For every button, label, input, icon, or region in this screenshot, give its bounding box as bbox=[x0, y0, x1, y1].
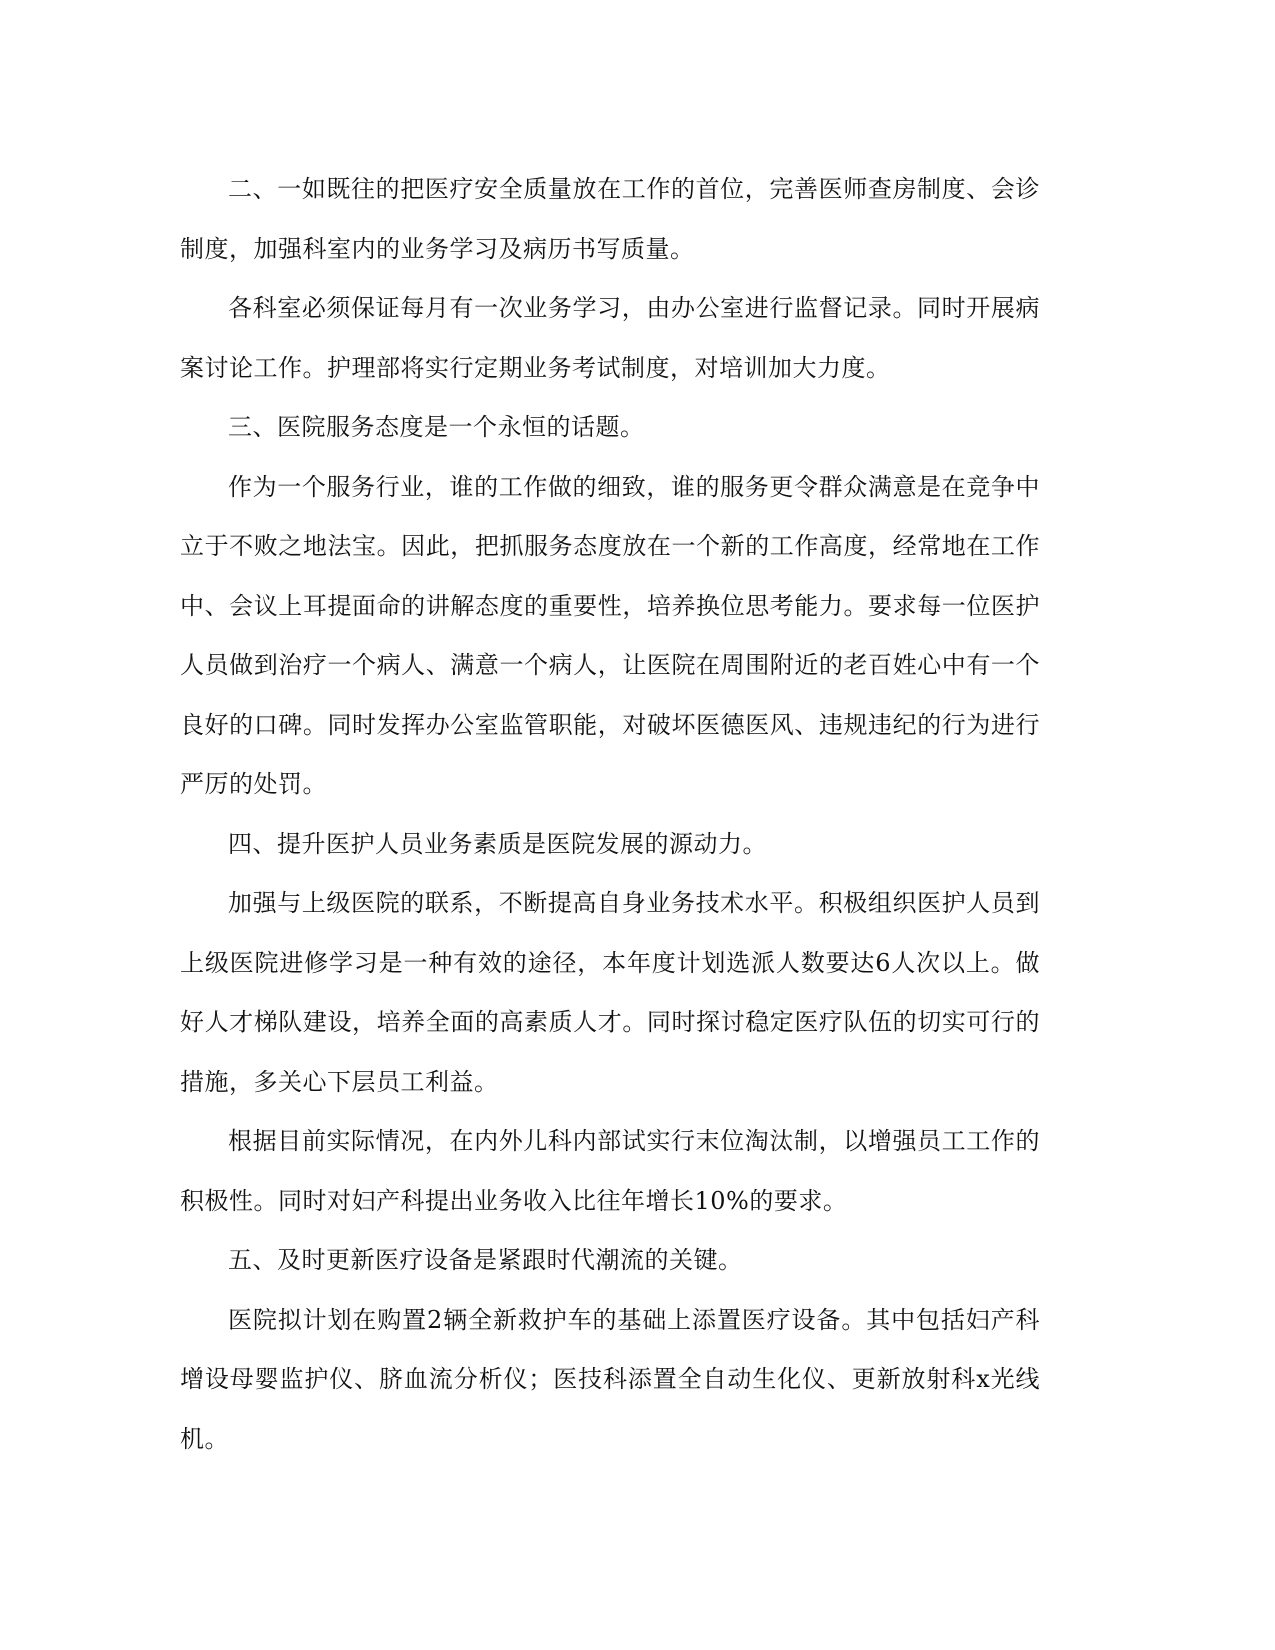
paragraph-7: 根据目前实际情况，在内外儿科内部试实行末位淘汰制，以增强员工工作的积极性。同时对妇产科提出业务收入比往年增长10%的要求。 bbox=[180, 1127, 1040, 1215]
paragraph-5-heading: 四、提升医护人员业务素质是医院发展的源动力。 bbox=[228, 829, 767, 858]
paragraph-8-heading: 五、及时更新医疗设备是紧跟时代潮流的关键。 bbox=[228, 1246, 743, 1274]
paragraph-3-heading: 三、医院服务态度是一个永恒的话题。 bbox=[228, 413, 645, 441]
paragraph-1: 二、一如既往的把医疗安全质量放在工作的首位，完善医师查房制度、会诊制度，加强科室内的业务学习及病历书写质量。 bbox=[180, 175, 1040, 263]
paragraph-2: 各科室必须保证每月有一次业务学习，由办公室进行监督记录。同时开展病案讨论工作。护理部将实行定期业务考试制度，对培训加大力度。 bbox=[180, 294, 1040, 382]
document-body bbox=[180, 160, 1040, 1469]
paragraph-6: 加强与上级医院的联系，不断提高自身业务技术水平。积极组织医护人员到上级医院进修学习是一种有效的途径，本年度计划选派人数要达6人次以上。做好人才梯队建设，培养全面的高素质人才。同时探讨稳定医疗队伍的切实可行的措施，多关心下层员工利益。 bbox=[180, 889, 1040, 1096]
paragraph-4: 作为一个服务行业，谁的工作做的细致，谁的服务更令群众满意是在竞争中立于不败之地法宝。因此，把抓服务态度放在一个新的工作高度，经常地在工作中、会议上耳提面命的讲解态度的重要性，培养换位思考能力。要求每一位医护人员做到治疗一个病人、满意一个病人，让医院在周围附近的老百姓心中有一个良好的口碑。同时发挥办公室监管职能，对破坏医德医风、违规违纪的行为进行严厉的处罚。 bbox=[180, 472, 1040, 798]
paragraph-9: 医院拟计划在购置2辆全新救护车的基础上添置医疗设备。其中包括妇产科增设母婴监护仪、脐血流分析仪；医技科添置全自动生化仪、更新放射科x光线机。 bbox=[180, 1305, 1040, 1453]
